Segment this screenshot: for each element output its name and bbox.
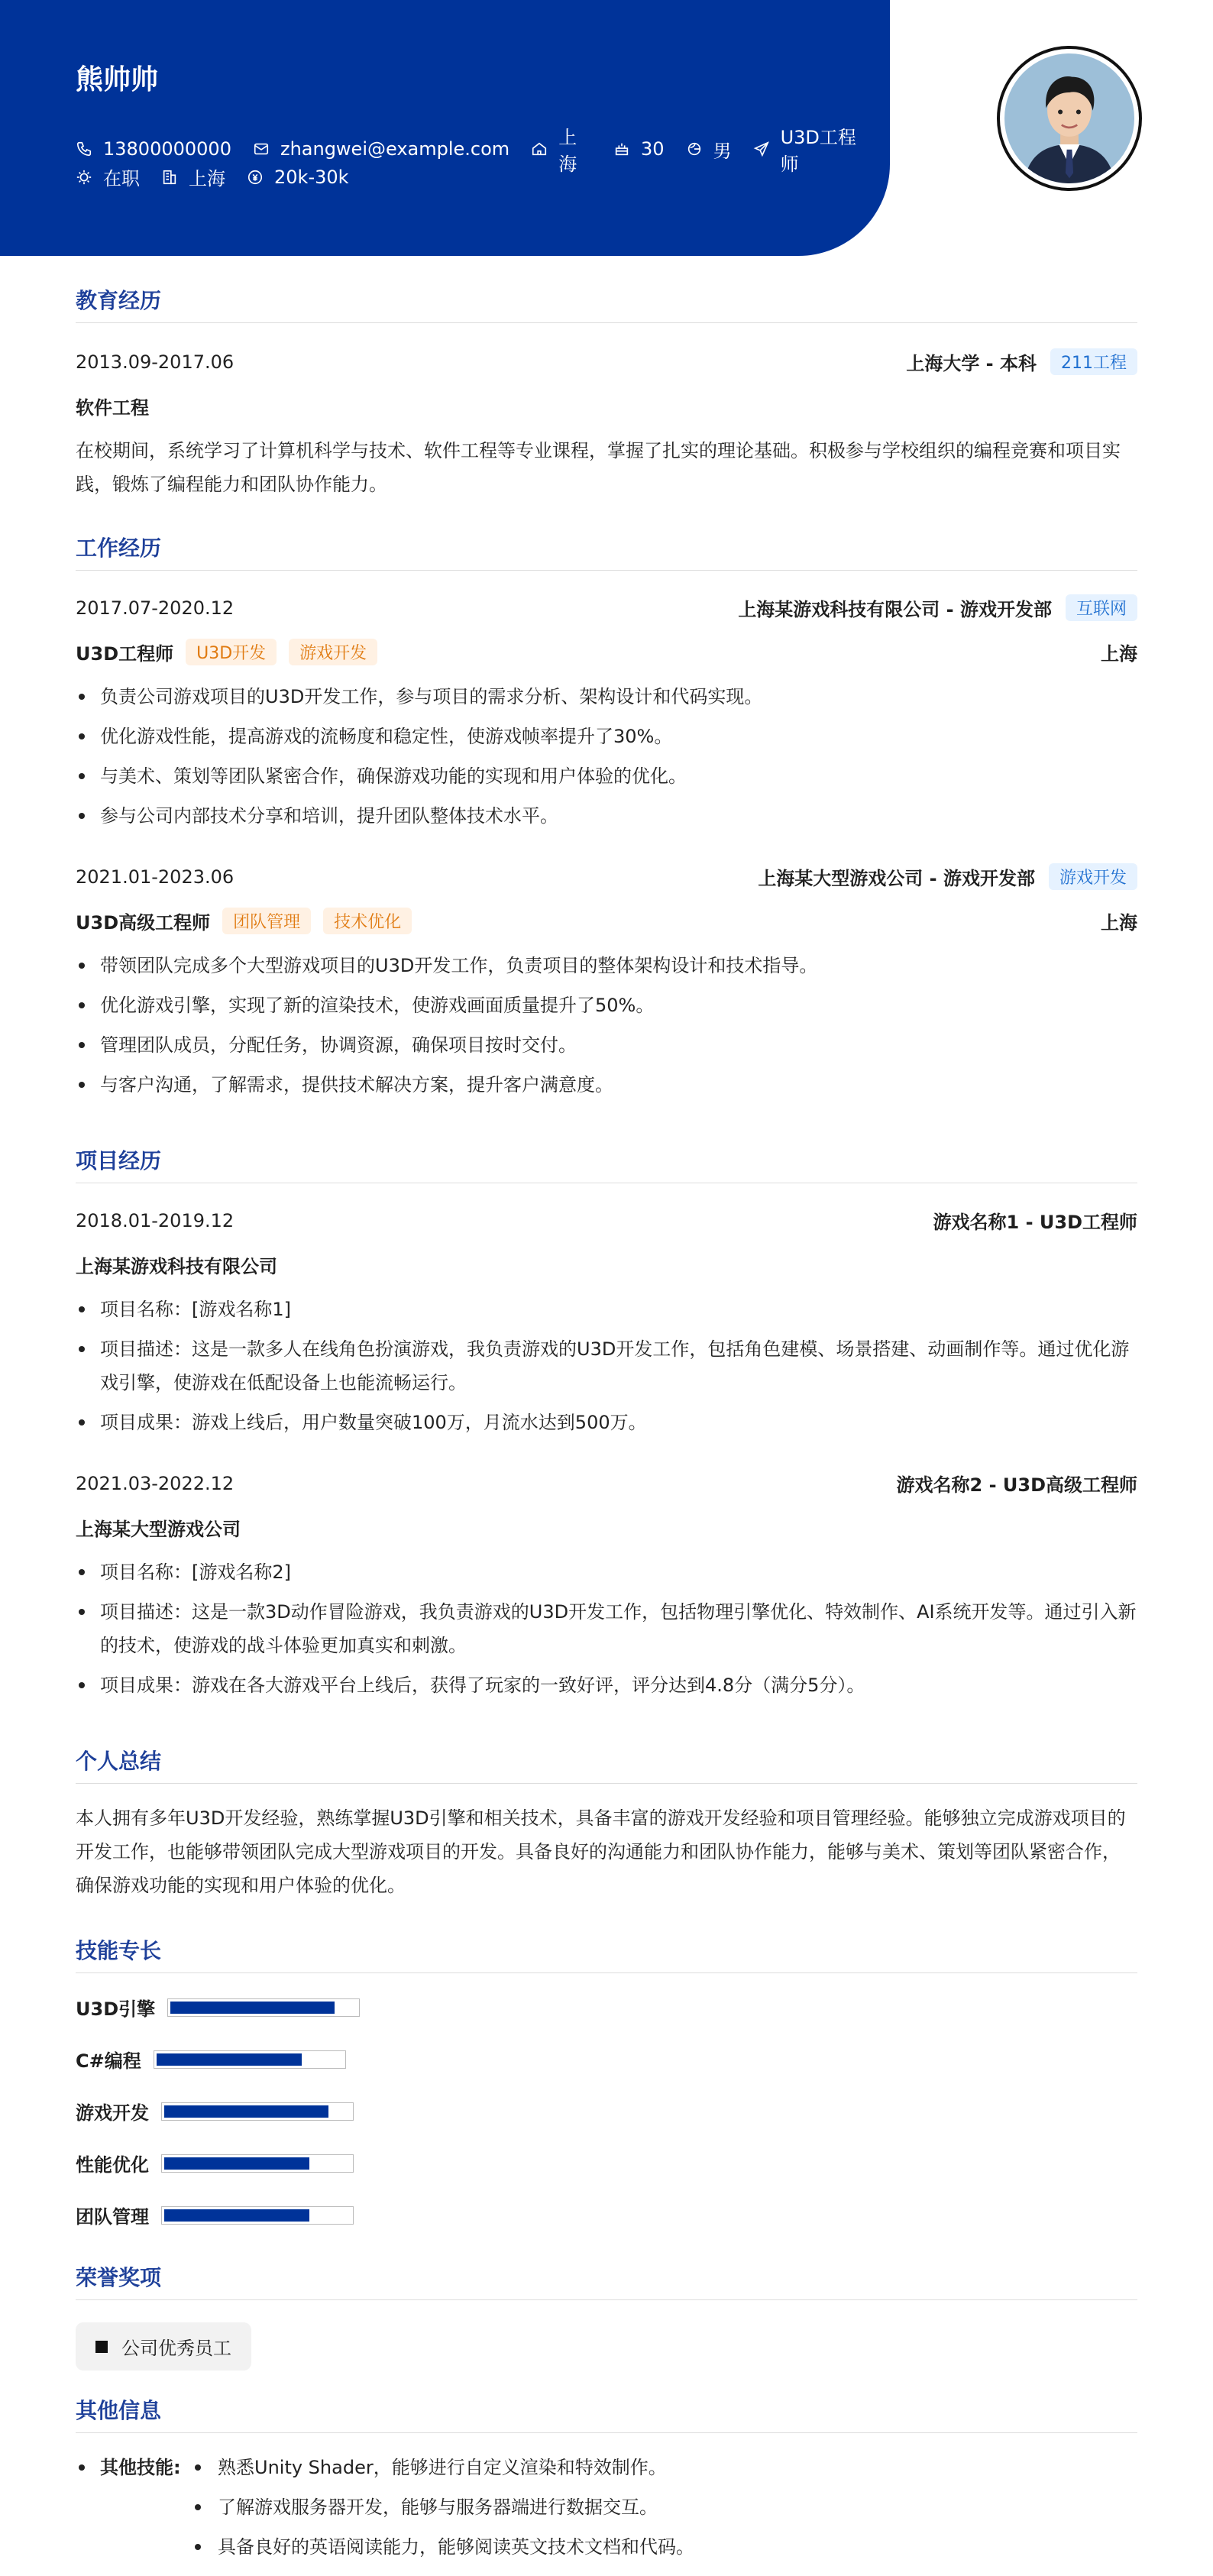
- list-item: 项目成果：游戏在各大游戏平台上线后，获得了玩家的一致好评，评分达到4.8分（满分5分）。: [76, 1668, 1137, 1702]
- list-item: 了解游戏服务器开发，能够与服务器端进行数据交互。: [190, 2490, 878, 2524]
- project-header-row: [76, 1207, 1137, 1234]
- list-item: 带领团队完成多个大型游戏项目的U3D开发工作，负责项目的整体架构设计和技术指导。: [76, 949, 1137, 982]
- list-item: 项目成果：游戏上线后，用户数量突破100万，月流水达到500万。: [76, 1406, 1137, 1439]
- square-bullet-icon: [95, 2341, 108, 2353]
- summary-text: 本人拥有多年U3D开发经验，熟练掌握U3D引擎和相关技术，具备丰富的游戏开发经验和项目管理经验。能够独立完成游戏项目的开发工作，也能够带领团队完成大型游戏项目的开发。具备良好的沟通能力和团队协作能力，能够与美术、策划等团队紧密合作，确保游戏功能的实现和用户体验的优化。: [76, 1807, 1126, 1896]
- other-section-title: 其他信息: [76, 2394, 1137, 2433]
- age-text: 30: [641, 138, 665, 160]
- skill-name: 性能优化: [76, 2154, 149, 2176]
- skill-bar-fill: [157, 2053, 302, 2066]
- work-bullet-list: [76, 680, 1137, 839]
- work-skill-tag: 技术优化: [323, 908, 412, 934]
- skill-bar-fill: [164, 2209, 309, 2222]
- email-text: zhangwei@example.com: [280, 138, 510, 160]
- gender-text: 男: [713, 140, 732, 162]
- work-skill-tag: U3D开发: [186, 639, 277, 665]
- skill-name: 游戏开发: [76, 2102, 149, 2124]
- project-bullet-list: [76, 1293, 1137, 1445]
- award-badge: [76, 2322, 251, 2371]
- work-company: 上海某大型游戏公司 - 游戏开发部: [758, 868, 1035, 889]
- other-skills-list: [190, 2451, 878, 2570]
- education-school: 上海大学 - 本科: [906, 353, 1037, 374]
- skill-bar: [161, 2206, 354, 2225]
- project-company-row: [76, 1514, 1137, 1541]
- list-item: 具备良好的英语阅读能力，能够阅读英文技术文档和代码。: [190, 2530, 878, 2564]
- skill-item: [76, 2046, 346, 2073]
- mail-icon: [253, 141, 270, 157]
- work-industry-tag: 游戏开发: [1049, 863, 1137, 890]
- skill-bar: [161, 2154, 354, 2173]
- list-item: 参与公司内部技术分享和培训，提升团队整体技术水平。: [76, 799, 1137, 833]
- skill-bar: [167, 1998, 360, 2017]
- work-position: U3D高级工程师: [76, 912, 211, 934]
- list-item: 项目描述：这是一款多人在线角色扮演游戏，我负责游戏的U3D开发工作，包括角色建模、场景搭建、动画制作等。通过优化游戏引擎，使游戏在低配设备上也能流畅运行。: [76, 1332, 1137, 1400]
- project-company-row: [76, 1251, 1137, 1278]
- work-section-title: 工作经历: [76, 532, 1137, 571]
- work-company: 上海某游戏科技有限公司 - 游戏开发部: [738, 599, 1052, 620]
- email-item: [253, 138, 509, 160]
- skill-bar-fill: [170, 2002, 335, 2014]
- list-item: 项目描述：这是一款3D动作冒险游戏，我负责游戏的U3D开发工作，包括物理引擎优化、特效制作、AI系统开发等。通过引入新的技术，使游戏的战斗体验更加真实和刺激。: [76, 1595, 1137, 1662]
- phone-text: 13800000000: [103, 138, 231, 160]
- salary-icon: [247, 169, 264, 186]
- awards-section-title: 荣誉奖项: [76, 2261, 1137, 2300]
- list-item: 优化游戏性能，提高游戏的流畅度和稳定性，使游戏帧率提升了30%。: [76, 720, 1137, 753]
- work-position: U3D工程师: [76, 643, 174, 665]
- skill-item: [76, 2202, 354, 2228]
- summary-section-title: 个人总结: [76, 1745, 1137, 1784]
- status-item: [76, 163, 140, 190]
- list-item: 负责公司游戏项目的U3D开发工作，参与项目的需求分析、架构设计和代码实现。: [76, 680, 1137, 714]
- bullet-dot-icon: [79, 2464, 85, 2471]
- skills-section-title: 技能专长: [76, 1934, 1137, 1973]
- skill-bar: [161, 2102, 354, 2121]
- phone-icon: [76, 141, 92, 157]
- skill-name: U3D引擎: [76, 1998, 156, 2020]
- project-role: 游戏名称1 - U3D工程师: [933, 1212, 1137, 1233]
- list-item: 项目名称：[游戏名称2]: [76, 1555, 1137, 1589]
- education-major-row: [76, 393, 1137, 419]
- target-city-text: 上海: [189, 168, 225, 189]
- home-icon: [531, 141, 548, 157]
- header-banner: [0, 0, 890, 256]
- gender-icon: [686, 141, 703, 157]
- list-item: 管理团队成员，分配任务，协调资源，确保项目按时交付。: [76, 1028, 1137, 1062]
- education-major: 软件工程: [76, 397, 149, 419]
- salary-item: [247, 167, 349, 188]
- list-item: 与美术、策划等团队紧密合作，确保游戏功能的实现和用户体验的优化。: [76, 759, 1137, 793]
- other-skills-label: 其他技能:: [100, 2457, 181, 2478]
- projects-section-title: 项目经历: [76, 1144, 1137, 1183]
- work-item-header: [76, 863, 1137, 890]
- education-section-title: 教育经历: [76, 284, 1137, 323]
- project-date: 2021.03-2022.12: [76, 1472, 235, 1494]
- work-location: 上海: [1101, 912, 1137, 934]
- skill-item: [76, 2098, 354, 2125]
- skill-bar: [154, 2050, 346, 2069]
- send-icon: [753, 141, 770, 157]
- education-description: 在校期间，系统学习了计算机科学与技术、软件工程等专业课程，掌握了扎实的理论基础。积极参与学校组织的编程竞赛和项目实践，锻炼了编程能力和团队协作能力。: [76, 440, 1121, 495]
- project-header-row: [76, 1470, 1137, 1497]
- status-row: [76, 163, 370, 190]
- work-industry-tag: 互联网: [1066, 594, 1137, 621]
- skill-name: 团队管理: [76, 2206, 149, 2228]
- project-company: 上海某游戏科技有限公司: [76, 1256, 277, 1277]
- work-position-row: [76, 639, 1137, 665]
- list-item: 与客户沟通，了解需求，提供技术解决方案，提升客户满意度。: [76, 1068, 1137, 1102]
- phone-item: [76, 138, 231, 160]
- list-item: 优化游戏引擎，实现了新的渲染技术，使游戏画面质量提升了50%。: [76, 989, 1137, 1022]
- education-tag: 211工程: [1050, 348, 1137, 375]
- city-item: [531, 122, 592, 176]
- gender-item: [686, 136, 732, 163]
- job-item: [753, 122, 869, 176]
- age-item: [613, 138, 665, 160]
- work-date: 2017.07-2020.12: [76, 597, 235, 619]
- work-skill-tag: 团队管理: [222, 908, 311, 934]
- work-item-header: [76, 594, 1137, 621]
- city-text: 上海: [558, 127, 577, 175]
- award-text: 公司优秀员工: [121, 2338, 231, 2359]
- skill-bar-fill: [164, 2105, 328, 2118]
- salary-text: 20k-30k: [274, 166, 349, 188]
- education-header-row: [76, 348, 1137, 375]
- work-bullet-list: [76, 949, 1137, 1108]
- list-item: 熟悉Unity Shader，能够进行自定义渲染和特效制作。: [190, 2451, 878, 2484]
- project-company: 上海某大型游戏公司: [76, 1519, 241, 1540]
- project-date: 2018.01-2019.12: [76, 1209, 235, 1231]
- skill-bar-fill: [164, 2157, 309, 2170]
- building-icon: [161, 169, 178, 186]
- skill-item: [76, 1994, 360, 2021]
- list-item: 项目名称：[游戏名称1]: [76, 1293, 1137, 1326]
- status-icon: [76, 169, 92, 186]
- target-city-item: [161, 163, 225, 190]
- profile-photo: [1004, 53, 1134, 183]
- work-skill-tag: 游戏开发: [289, 639, 377, 665]
- work-position-row: [76, 908, 1137, 934]
- project-bullet-list: [76, 1555, 1137, 1708]
- status-text: 在职: [103, 168, 140, 189]
- avatar: [997, 46, 1142, 191]
- job-text: U3D工程师: [780, 127, 856, 175]
- project-role: 游戏名称2 - U3D高级工程师: [896, 1474, 1137, 1496]
- work-date: 2021.01-2023.06: [76, 866, 235, 888]
- skill-item: [76, 2150, 354, 2176]
- skill-name: C#编程: [76, 2050, 141, 2072]
- cake-icon: [613, 141, 630, 157]
- education-date: 2013.09-2017.06: [76, 351, 235, 373]
- candidate-name: 熊帅帅: [76, 64, 159, 95]
- work-location: 上海: [1101, 643, 1137, 665]
